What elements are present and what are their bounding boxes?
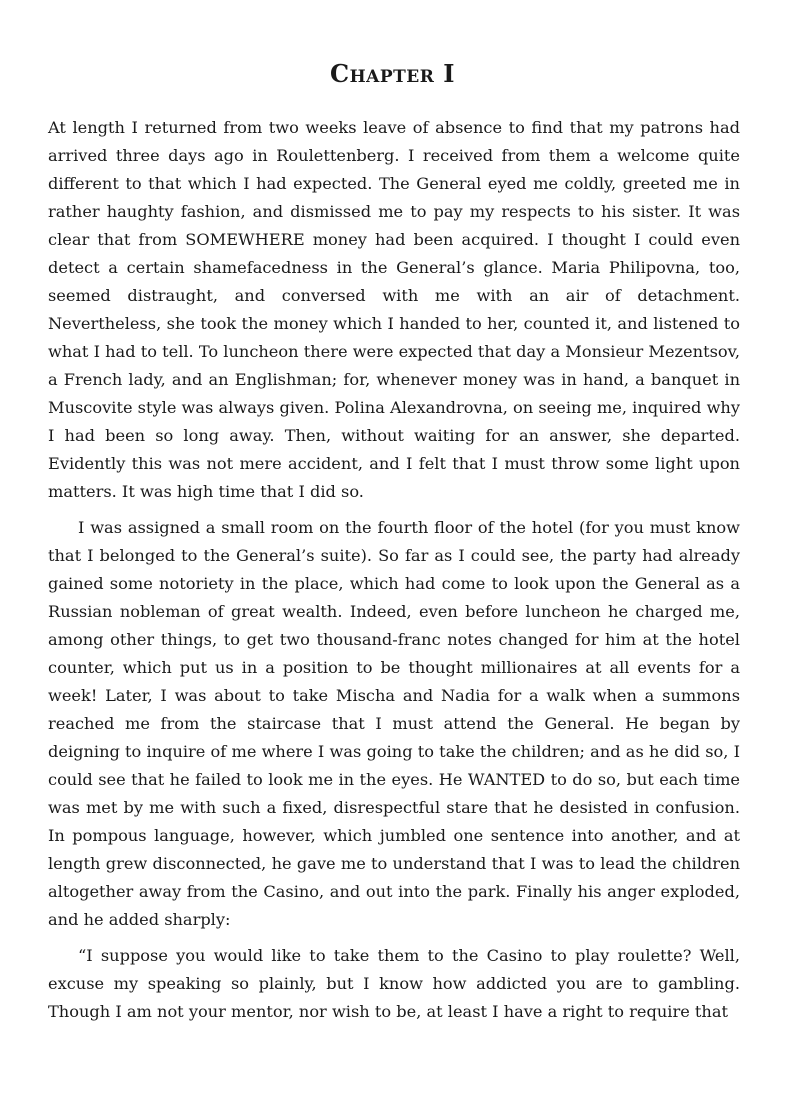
paragraph-2: I was assigned a small room on the fourth floor of the hotel (for you must know that I belonged to the General’s suite). So far as I could see, the party had already gained some notoriety in the place, which had come to look upon the General as a Russian nobleman of great wealth. Indeed, even before luncheon he charged me, among other things, to get two thousand-franc notes changed for him at the hotel counter, which put us in a position to be thought millionaires at all events for a week! Later, I was about to take Mischa and Nadia for a walk when a summons reached me from the staircase that I must attend the General. He began by deigning to inquire of me where I was going to take the children; and as he did so, I could see that he failed to look me in the eyes. He WANTED to do so, but each time was met by me with such a fixed, disrespectful stare that he desisted in confusion. In pompous language, however, which jumbled one sentence into another, and at length grew disconnected, he gave me to understand that I was to lead the children altogether away from the Casino, and out into the park. Finally his anger exploded, and he added sharply: — [48, 518, 740, 929]
chapter-title-text: Chapter I — [330, 59, 455, 88]
chapter-body — [48, 114, 740, 1034]
paragraph-3: “I suppose you would like to take them to the Casino to play roulette? Well, excuse my speaking so plainly, but I know how addicted you are to gambling. Though I am not your mentor, nor wish to be, at least I have a right to require that — [48, 946, 740, 1021]
chapter-title — [0, 59, 785, 89]
paragraph-1: At length I returned from two weeks leave of absence to find that my patrons had arrived three days ago in Roulettenberg. I received from them a welcome quite different to that which I had expected. The General eyed me coldly, greeted me in rather haughty fashion, and dismissed me to pay my respects to his sister. It was clear that from SOMEWHERE money had been acquired. I thought I could even detect a certain shamefacedness in the General’s glance. Maria Philipovna, too, seemed distraught, and conversed with me with an air of detachment. Nevertheless, she took the money which I handed to her, counted it, and listened to what I had to tell. To luncheon there were expected that day a Monsieur Mezentsov, a French lady, and an Englishman; for, whenever money was in hand, a banquet in Muscovite style was always given. Polina Alexandrovna, on seeing me, inquired why I had been so long away. Then, without waiting for an answer, she departed. Evidently this was not mere accident, and I felt that I must throw some light upon matters. It was high time that I did so. — [48, 118, 740, 501]
